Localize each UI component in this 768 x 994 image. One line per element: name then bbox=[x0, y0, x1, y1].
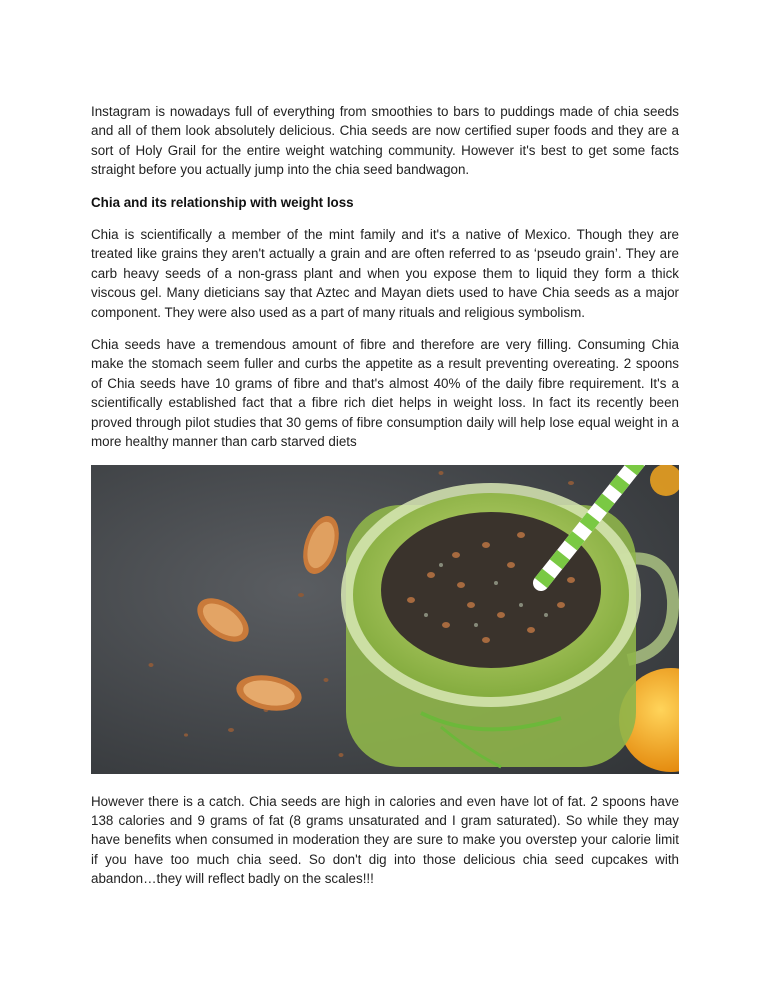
intro-paragraph: Instagram is nowadays full of everything from smoothies to bars to puddings made of chia seeds and all of them look absolutely delicious. Chia seeds are now certified super foods and they are a sort of Holy Grail for the entire weight watching community. However it's best to get some facts straight before you actually jump into the chia seed bandwagon. bbox=[91, 104, 679, 178]
fibre-paragraph: Chia seeds have a tremendous amount of fibre and therefore are very filling. Consuming Chia make the stomach seem fuller and curbs the appetite as a result preventing overeating. 2 spoons of Chia seeds have 10 grams of fibre and that's almost 40% of the daily fibre requirement. It's a scientifically established fact that a fibre rich diet helps in weight loss. In fact its recently been proved through pilot studies that 30 gems of fibre consumption daily will help lose equal weight in a more healthy manner than carb starved diets bbox=[91, 337, 679, 450]
smoothie-jar bbox=[341, 483, 673, 767]
calories-paragraph: However there is a catch. Chia seeds are high in calories and even have lot of fat. 2 spoons have 138 calories and 9 grams of fat (8 grams unsaturated and I gram saturated). So while they may have benefits when consumed in moderation they are sure to make you overstep your calorie limit if you have too much chia seed. So don't dig into those delicious chia seed cupcakes with abandon…they will reflect badly on the scales!!! bbox=[91, 793, 679, 887]
chia-smoothie-photo bbox=[91, 465, 679, 774]
document-page bbox=[91, 102, 679, 902]
section-heading: Chia and its relationship with weight loss bbox=[91, 194, 354, 210]
chia-origin-paragraph: Chia is scientifically a member of the mint family and it's a native of Mexico. Though they are treated like grains they aren't actually a grain and are often referred to as ‘pseudo grain’. They are carb heavy seeds of a non-grass plant and when you expose them to liquid they form a thick viscous gel. Many dieticians say that Aztec and Mayan diets used to have Chia seeds as a major component. They were also used as a part of many rituals and religious symbolism. bbox=[91, 227, 679, 320]
